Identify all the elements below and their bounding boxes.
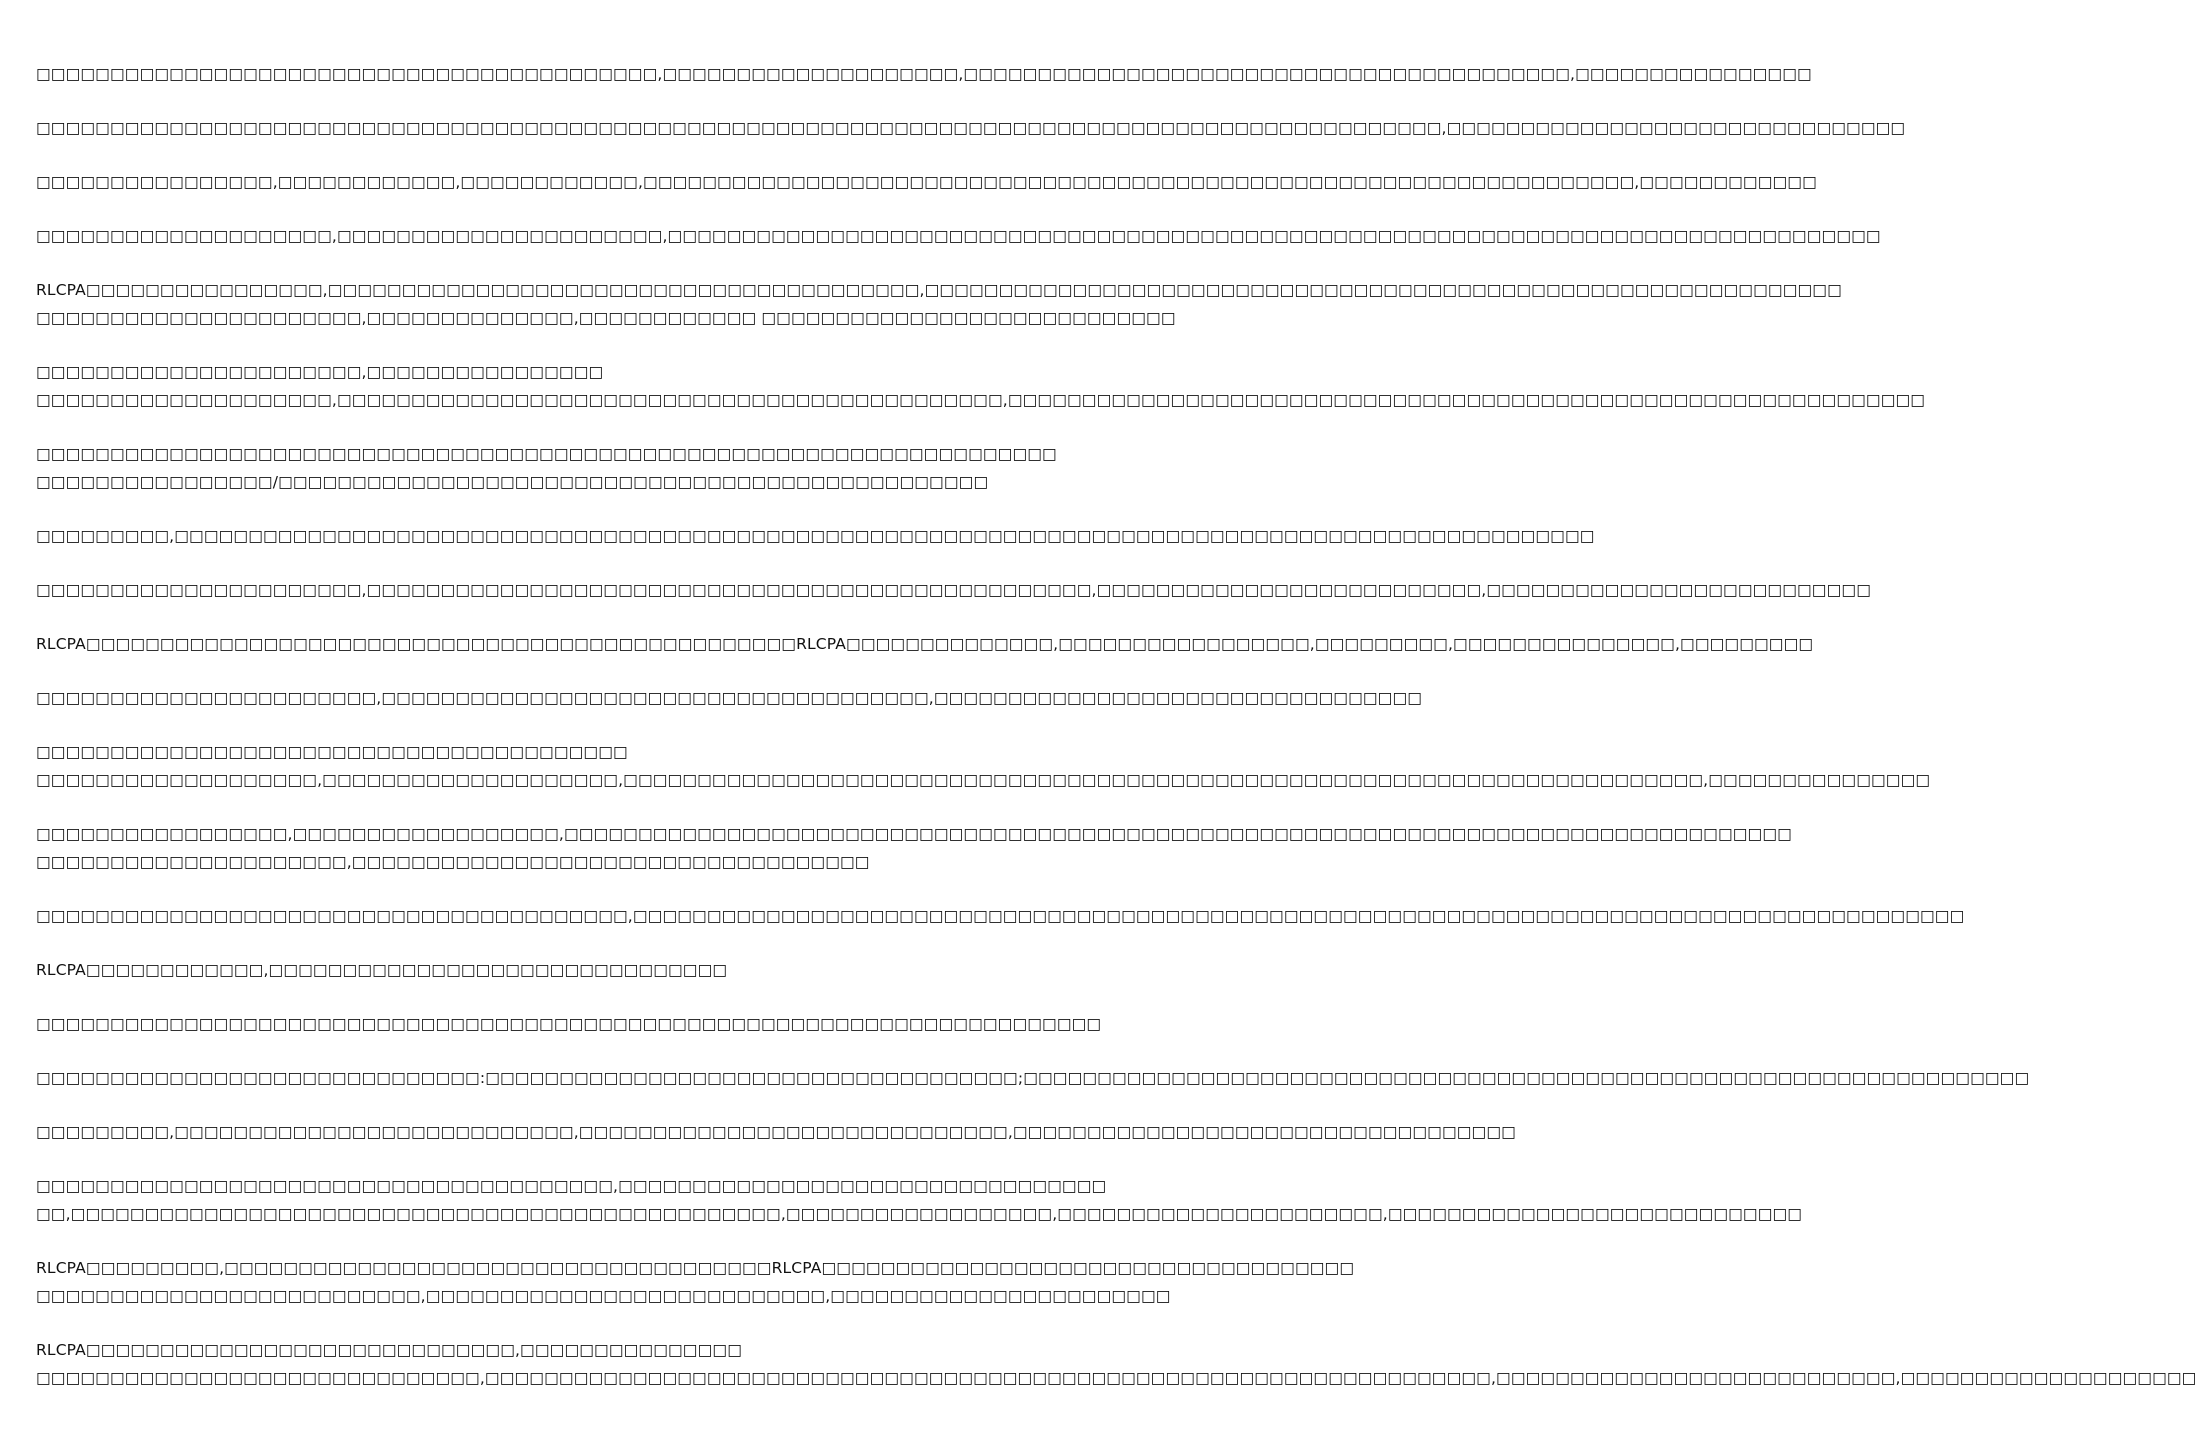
paragraph xyxy=(36,1336,2196,1392)
text-line: □□□□□□□□□□□□□□□□□□□□□□□□□□,□□□□□□□□□□□□□□□□□□□□□□□□□□□,□□□□□□□□□□□□□□□□□□□□□□□ xyxy=(36,1287,1171,1305)
paragraph xyxy=(36,1172,1803,1228)
text-line: □□□□□□□□□□□□□□□□□□□□□□□□□□□□□□□□□□□□□□□□ xyxy=(36,743,628,761)
text-line: □□□□□□□□□□□□□□□□□□□□□□□□□□□□□□□□□□□□□□□□□□□□□□□□□□□□□□□□□□□□□□□□□□□□□ xyxy=(36,445,1057,463)
text-line: □□□□□□□□□□□□□□□□□□□□□□□□□□□□□□□□□□□□□□□□□□□□□□□□□□□□□□□□□□□□□□□□□□□□□□□□ xyxy=(36,1015,1102,1033)
text-line: RLCPA□□□□□□□□□□□□,□□□□□□□□□□□□□□□□□□□□□□□□□□□□□□□ xyxy=(36,961,728,979)
text-line: □□□□□□□□□□□□□□□□□□□□,□□□□□□□□□□□□□□□□□□□□□□,□□□□□□□□□□□□□□□□□□□□□□□□□□□□□□□□□□□□□□□□□□□□□□□□□□□□□□□□□□□□□□□□□□□□□□□□□□□□□□□□□□ xyxy=(36,227,1881,245)
text-line: □□□□□□□□□□□□□□□□□□□□□□□□□□□□□□□□□□□□□□□□□□□□□□□□□□□□□□□□□□□□□□□□□□□□□□□□□□□□□□□□□□□□□□□□□□□□□□□,□□□□□□□□□□□□□□□□□□□□□□□□□□□□□□□ xyxy=(36,119,1906,137)
text-line: RLCPA□□□□□□□□□□□□□□□□□□□□□□□□□□□□□□□□□□□□□□□□□□□□□□□□RLCPA□□□□□□□□□□□□□□,□□□□□□□□□□□□□□□□□,□□□□□□□□□,□□□□□□□□□□□□□□□,□□□□□□□□□ xyxy=(36,635,1814,653)
paragraph xyxy=(36,820,1792,876)
paragraph xyxy=(36,738,1931,794)
text-line: □□□□□□□□□□□□□□□□□□□□□,□□□□□□□□□□□□□□□□□□□□□□□□□□□□□□□□□□□ xyxy=(36,853,870,871)
paragraph xyxy=(36,222,1881,250)
text-line: □□□□□□□□□□□□□□□□□□□□□□□□□□□□□□□□□□□□□□□□□□,□□□□□□□□□□□□□□□□□□□□,□□□□□□□□□□□□□□□□□□□□□□□□□□□□□□□□□□□□□□□□□,□□□□□□□□□□□□□□□□ xyxy=(36,65,1812,83)
paragraph xyxy=(36,358,1926,414)
text-line: □□□□□□□□□□□□□□□□□□□□□□□□□□□□□□□□□□□□□□□□,□□□□□□□□□□□□□□□□□□□□□□□□□□□□□□□□□□□□□□□□□□□□□□□□□□□□□□□□□□□□□□□□□□□□□□□□□□□□□□□□□□□□□□□□□□ xyxy=(36,907,1965,925)
text-line: □□□□□□□□□□□□□□□□□□□□□□□,□□□□□□□□□□□□□□□□□□□□□□□□□□□□□□□□□□□□□,□□□□□□□□□□□□□□□□□□□□□□□□□□□□□□□□□ xyxy=(36,689,1423,707)
text-line: □□□□□□□□□□□□□□□□□□□□□□□□□□□□□□□□□□□□□□□,□□□□□□□□□□□□□□□□□□□□□□□□□□□□□□□□□ xyxy=(36,1177,1107,1195)
text-line: □□□□□□□□□□□□□□□□□□□□□□,□□□□□□□□□□□□□□,□□□□□□□□□□□□ □□□□□□□□□□□□□□□□□□□□□□□□□□□□ xyxy=(36,309,1176,327)
document-body xyxy=(36,60,2196,1418)
text-line: RLCPA□□□□□□□□□,□□□□□□□□□□□□□□□□□□□□□□□□□□□□□□□□□□□□□RLCPA□□□□□□□□□□□□□□□□□□□□□□□□□□□□□□□□□□□□ xyxy=(36,1259,1355,1277)
paragraph xyxy=(36,1254,1355,1310)
paragraph xyxy=(36,902,1965,930)
text-line: RLCPA□□□□□□□□□□□□□□□□□□□□□□□□□□□□□,□□□□□□□□□□□□□□□ xyxy=(36,1341,742,1359)
text-line: □□□□□□□□□,□□□□□□□□□□□□□□□□□□□□□□□□□□□□□□□□□□□□□□□□□□□□□□□□□□□□□□□□□□□□□□□□□□□□□□□□□□□□□□□□□□□□□□□□□□□□□□□□ xyxy=(36,527,1595,545)
text-line: □□□□□□□□□□□□□□□□□□□□□□□□□□□□□□,□□□□□□□□□□□□□□□□□□□□□□□□□□□□□□□□□□□□□□□□□□□□□□□□□□□□□□□□□□□□□□□□□□□□,□□□□□□□□□□□□□□□□□□□□□□□□□□□,□□□□□□□□□□□□□□□□□□□□ xyxy=(36,1369,2196,1387)
paragraph xyxy=(36,522,1595,550)
paragraph xyxy=(36,576,1871,604)
paragraph xyxy=(36,168,1817,196)
text-line: □□□□□□□□□□□□□□□□□□□□□□,□□□□□□□□□□□□□□□□ xyxy=(36,363,604,381)
paragraph xyxy=(36,630,1814,658)
text-line: RLCPA□□□□□□□□□□□□□□□□,□□□□□□□□□□□□□□□□□□□□□□□□□□□□□□□□□□□□□□□□,□□□□□□□□□□□□□□□□□□□□□□□□□□□□□□□□□□□□□□□□□□□□□□□□□□□□□□□□□□□□□□ xyxy=(36,281,1842,299)
paragraph xyxy=(36,276,1842,332)
paragraph xyxy=(36,684,1423,712)
text-line: □□□□□□□□□□□□□□□□□□□□□□,□□□□□□□□□□□□□□□□□□□□□□□□□□□□□□□□□□□□□□□□□□□□□□□□□,□□□□□□□□□□□□□□□□□□□□□□□□□□,□□□□□□□□□□□□□□□□□□□□□□□□□□ xyxy=(36,581,1871,599)
paragraph xyxy=(36,1010,1102,1038)
paragraph xyxy=(36,956,990,984)
text-line: □□□□□□□□□□□□□□□□/□□□□□□□□□□□□□□□□□□□□□□□□□□□□□□□□□□□□□□□□□□□□□□□□ xyxy=(36,473,989,491)
text-line: □□,□□□□□□□□□□□□□□□□□□□□□□□□□□□□□□□□□□□□□□□□□□□□□□□□,□□□□□□□□□□□□□□□□□□,□□□□□□□□□□□□□□□□□□□□□□,□□□□□□□□□□□□□□□□□□□□□□□□□□□□ xyxy=(36,1205,1803,1223)
text-line: □□□□□□□□□□□□□□□□,□□□□□□□□□□□□,□□□□□□□□□□□□,□□□□□□□□□□□□□□□□□□□□□□□□□□□□□□□□□□□□□□□□□□□□□□□□□□□□□□□□□□□□□□□□□□□,□□□□□□□□□□□□ xyxy=(36,173,1817,191)
paragraph xyxy=(36,1064,2030,1092)
text-line: □□□□□□□□□,□□□□□□□□□□□□□□□□□□□□□□□□□□□,□□□□□□□□□□□□□□□□□□□□□□□□□□□□□,□□□□□□□□□□□□□□□□□□□□□□□□□□□□□□□□□□ xyxy=(36,1123,1516,1141)
text-line: □□□□□□□□□□□□□□□□□□□□,□□□□□□□□□□□□□□□□□□□□□□□□□□□□□□□□□□□□□□□□□□□□□,□□□□□□□□□□□□□□□□□□□□□□□□□□□□□□□□□□□□□□□□□□□□□□□□□□□□□□□□□□□□□□ xyxy=(36,391,1926,409)
text-line: □□□□□□□□□□□□□□□□□□□□□□□□□□□□□□:□□□□□□□□□□□□□□□□□□□□□□□□□□□□□□□□□□□□;□□□□□□□□□□□□□□□□□□□□□□□□□□□□□□□□□□□□□□□□□□□□□□□□□□□□□□□□□□□□□□□□□□□□ xyxy=(36,1069,2030,1087)
text-line: □□□□□□□□□□□□□□□□□,□□□□□□□□□□□□□□□□□□,□□□□□□□□□□□□□□□□□□□□□□□□□□□□□□□□□□□□□□□□□□□□□□□□□□□□□□□□□□□□□□□□□□□□□□□□□□□□□□□□□□□ xyxy=(36,825,1792,843)
paragraph xyxy=(36,1118,1516,1146)
paragraph xyxy=(36,60,1812,88)
text-line: □□□□□□□□□□□□□□□□□□□,□□□□□□□□□□□□□□□□□□□□,□□□□□□□□□□□□□□□□□□□□□□□□□□□□□□□□□□□□□□□□□□□□□□□□□□□□□□□□□□□□□□□□□□□□□□□□□,□□□□□□□□□□□□□□□ xyxy=(36,771,1931,789)
paragraph xyxy=(36,440,1057,496)
paragraph xyxy=(36,114,1906,142)
